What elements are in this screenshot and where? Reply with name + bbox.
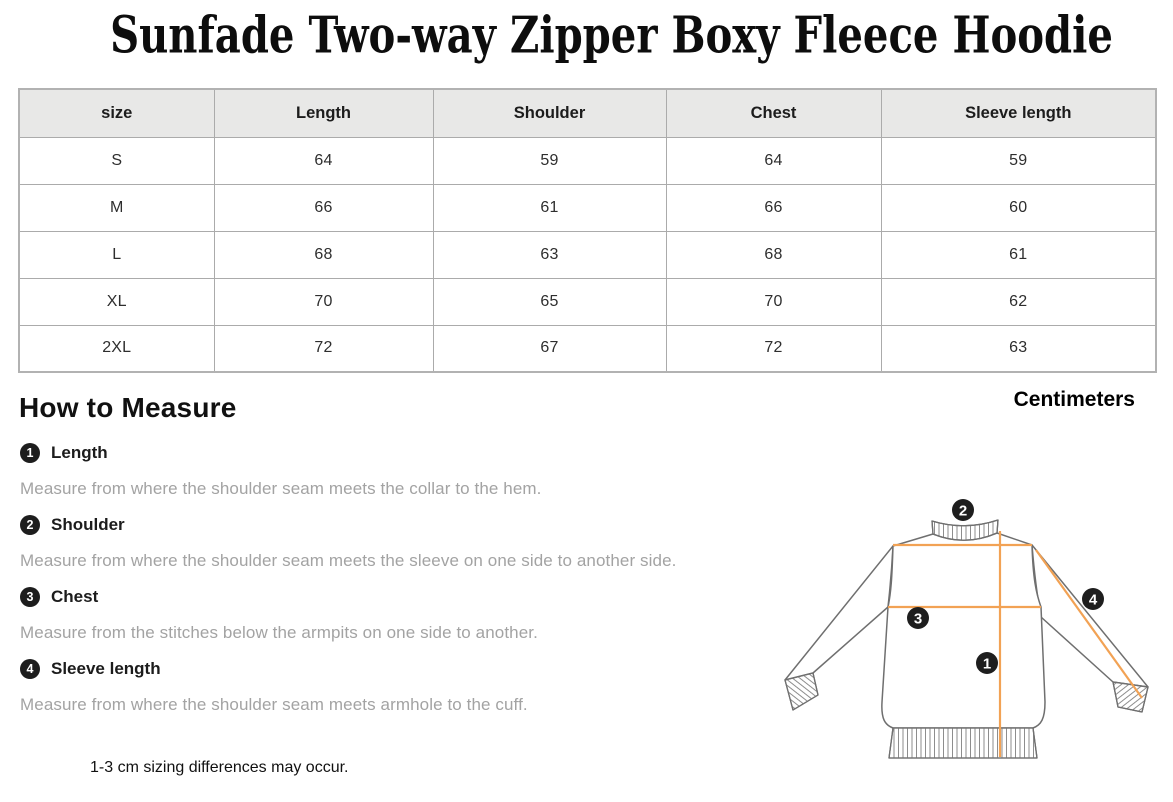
measure-item-label: Chest <box>51 587 99 606</box>
right-sleeve <box>1032 545 1148 687</box>
value-cell: 67 <box>433 325 666 372</box>
value-cell: 72 <box>214 325 433 372</box>
column-header-shoulder: Shoulder <box>433 89 666 137</box>
diagram-badge-4 <box>1082 588 1104 610</box>
measure-item-shoulder <box>20 515 760 571</box>
value-cell: 70 <box>214 278 433 325</box>
value-cell: 62 <box>881 278 1156 325</box>
column-header-length: Length <box>214 89 433 137</box>
svg-text:3: 3 <box>913 610 923 628</box>
measure-item-head <box>20 587 760 607</box>
svg-text:2: 2 <box>958 502 968 520</box>
measure-item-head <box>20 515 760 535</box>
value-cell: 63 <box>433 231 666 278</box>
value-cell: 64 <box>214 137 433 184</box>
value-cell: 63 <box>881 325 1156 372</box>
measure-item-description: Measure from where the shoulder seam meets the collar to the hem. <box>20 479 542 498</box>
value-cell: 59 <box>881 137 1156 184</box>
measure-item-label: Sleeve length <box>51 659 161 678</box>
column-header-chest: Chest <box>666 89 881 137</box>
measure-item-head <box>20 443 760 463</box>
value-cell: 68 <box>214 231 433 278</box>
column-header-size: size <box>19 89 214 137</box>
svg-text:1: 1 <box>982 655 992 673</box>
sizing-disclaimer: 1-3 cm sizing differences may occur. <box>90 759 349 776</box>
measure-item-description: Measure from the stitches below the armpits on one side to another. <box>20 623 538 642</box>
number-4-badge-icon: 4 <box>20 659 40 679</box>
size-cell: S <box>19 137 214 184</box>
hoodie-back-illustration <box>775 490 1155 795</box>
size-table <box>18 88 1157 373</box>
table-row <box>19 278 1156 325</box>
diagram-badge-2 <box>952 499 974 521</box>
table-row <box>19 137 1156 184</box>
value-cell: 72 <box>666 325 881 372</box>
size-cell: XL <box>19 278 214 325</box>
right-cuff-ribbing <box>1113 682 1148 712</box>
how-to-measure-heading: How to Measure <box>19 392 237 423</box>
value-cell: 70 <box>666 278 881 325</box>
measure-item-label: Shoulder <box>51 515 125 534</box>
hoodie-measurement-diagram <box>775 490 1155 795</box>
measure-item-description: Measure from where the shoulder seam meets armhole to the cuff. <box>20 695 528 714</box>
hem-band-ribbing <box>889 728 1037 758</box>
number-1-badge-icon: 1 <box>20 443 40 463</box>
value-cell: 68 <box>666 231 881 278</box>
svg-text:4: 4 <box>1088 591 1098 609</box>
table-row <box>19 184 1156 231</box>
measure-item-label: Length <box>51 443 108 462</box>
page-title: Sunfade Two-way Zipper Boxy Fleece Hoodie <box>110 4 1113 66</box>
size-cell: M <box>19 184 214 231</box>
left-sleeve <box>785 546 893 680</box>
value-cell: 66 <box>214 184 433 231</box>
measure-item-sleeve-length <box>20 659 760 715</box>
size-cell: 2XL <box>19 325 214 372</box>
value-cell: 60 <box>881 184 1156 231</box>
size-cell: L <box>19 231 214 278</box>
table-row <box>19 325 1156 372</box>
number-3-badge-icon: 3 <box>20 587 40 607</box>
body-back <box>882 533 1045 728</box>
left-cuff-ribbing <box>785 673 818 710</box>
diagram-badge-3 <box>907 607 929 629</box>
diagram-badge-1 <box>976 652 998 674</box>
measure-item-chest <box>20 587 760 643</box>
measure-item-length <box>20 443 760 499</box>
value-cell: 59 <box>433 137 666 184</box>
page-title-wrap <box>0 6 1173 64</box>
number-2-badge-icon: 2 <box>20 515 40 535</box>
value-cell: 61 <box>881 231 1156 278</box>
unit-label: Centimeters <box>1013 388 1135 411</box>
value-cell: 66 <box>666 184 881 231</box>
size-table-header-row <box>19 89 1156 137</box>
value-cell: 64 <box>666 137 881 184</box>
value-cell: 65 <box>433 278 666 325</box>
column-header-sleeve-length: Sleeve length <box>881 89 1156 137</box>
measure-item-head <box>20 659 760 679</box>
value-cell: 61 <box>433 184 666 231</box>
measure-item-description: Measure from where the shoulder seam meets the sleeve on one side to another side. <box>20 551 677 570</box>
table-row <box>19 231 1156 278</box>
